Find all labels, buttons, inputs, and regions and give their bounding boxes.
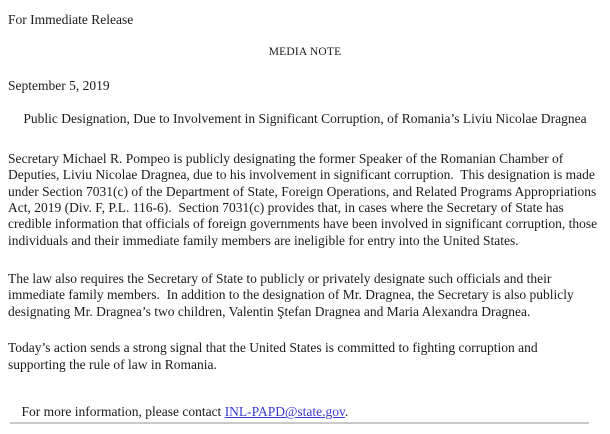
text-line: Deputies, Liviu Nicolae Dragnea, due to his involvement in significant corruption. This designation is made bbox=[8, 167, 595, 183]
text-line: credible information that officials of foreign governments have been involved in significant corruption, those bbox=[8, 216, 598, 232]
doc-type-heading: MEDIA NOTE bbox=[268, 46, 342, 59]
contact-line bbox=[8, 388, 602, 434]
paragraph-family-members bbox=[8, 271, 602, 320]
text-line: under Section 7031(c) of the Department of State, Foreign Operations, and Related Programs Appropriations bbox=[8, 183, 597, 199]
text-line: Act, 2019 (Div. F, P.L. 116-6). Section 7031(c) provides that, in cases where the Secretary of State has bbox=[8, 200, 564, 216]
text-line: Secretary Michael R. Pompeo is publicly designating the former Speaker of the Romanian Chamber of bbox=[8, 151, 564, 167]
text-line: The law also requires the Secretary of State to publicly or privately designate such officials and their bbox=[8, 270, 552, 286]
text-line: supporting the rule of law in Romania. bbox=[8, 356, 217, 372]
contact-prefix-text: For more information, please contact bbox=[21, 404, 225, 420]
date-line: September 5, 2019 bbox=[8, 77, 110, 93]
text-line: immediate family members. In addition to the designation of Mr. Dragnea, the Secretary is also publicly bbox=[8, 287, 574, 303]
contact-suffix-text: . bbox=[344, 404, 349, 420]
text-line: Today’s action sends a strong signal that the United States is committed to fighting corruption and bbox=[8, 340, 538, 356]
text-line: individuals and their immediate family members are ineligible for entry into the United States. bbox=[8, 232, 519, 248]
paragraph-closing-statement bbox=[8, 340, 602, 373]
paragraph-designation bbox=[8, 151, 602, 249]
text-line: designating Mr. Dragnea’s two children, Valentin Ştefan Dragnea and Maria Alexandra Dragnea. bbox=[8, 303, 531, 319]
document-title: Public Designation, Due to Involvement in Significant Corruption, of Romania’s Liviu Nicolae Dragnea bbox=[23, 110, 587, 126]
email-link[interactable]: INL-PAPD@state.gov bbox=[224, 404, 345, 420]
bottom-divider bbox=[10, 422, 589, 424]
release-line: For Immediate Release bbox=[8, 12, 134, 27]
